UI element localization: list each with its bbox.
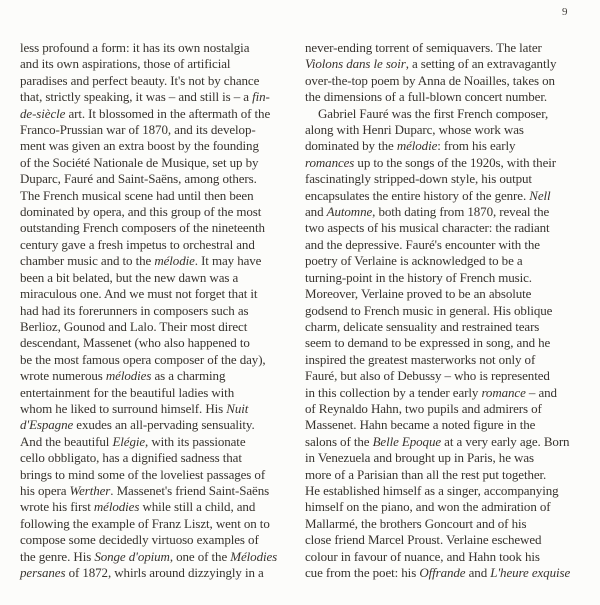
text-line: of the Société Nationale de Musique, set up by — [20, 154, 259, 170]
text-line: and Automne, both dating from 1870, reveal the — [305, 204, 550, 220]
text-line: Fauré, but also of Debussy – who is represented — [305, 368, 550, 384]
text-line: Franco-Prussian war of 1870, and its develop- — [20, 122, 256, 138]
text-line: descendant, Massenet (who also happened to — [20, 335, 250, 351]
text-line: miraculous one. And we must not forget that it — [20, 286, 258, 302]
text-line: Gabriel Fauré was the first French composer, — [318, 105, 549, 121]
text-line: following the example of Franz Liszt, went on to — [20, 515, 270, 531]
text-line: entertainment for the beautiful ladies with — [20, 384, 235, 400]
text-line: of Reynaldo Hahn, two pupils and admirers of — [305, 400, 542, 416]
text-line: in Venezuela and brought up in Paris, he was — [305, 450, 534, 466]
text-line: and its own aspirations, those of artificial — [20, 56, 231, 72]
text-line: dominated by the mélodie: from his early — [305, 138, 516, 154]
text-line: dominated by opera, and this group of the most — [20, 204, 262, 220]
text-line: along with Henri Duparc, whose work was — [305, 122, 524, 138]
text-line: godsend to French music in general. His oblique — [305, 302, 553, 318]
text-line: Berlioz, Gounod and Lalo. Their most direct — [20, 318, 248, 334]
text-line: Moreover, Verlaine proved to be an absolute — [305, 286, 532, 302]
text-line: paradises and perfect beauty. It's not by chance — [20, 72, 260, 88]
text-line: be the most famous opera composer of the day), — [20, 351, 266, 367]
text-line: cue from the poet: his Offrande and L'heure exquise — [305, 565, 571, 580]
text-line: Mallarmé, the brothers Goncourt and of his — [305, 515, 527, 531]
text-line: encapsulates the entire history of the genre. Nell — [305, 187, 551, 203]
text-line: Duparc, Fauré and Saint-Saëns, among others. — [20, 171, 257, 187]
text-line: seem to demand to be expressed in song, and he — [305, 335, 551, 351]
text-line: chamber music and to the mélodie. It may have — [20, 253, 262, 269]
text-line: salons of the Belle Epoque at a very early age. Born — [305, 433, 570, 449]
text-line: persanes of 1872, whirls around dizzyingly in a — [20, 565, 264, 580]
text-line: his opera Werther. Massenet's friend Saint-Saëns — [20, 482, 270, 498]
text-line: himself on the piano, and won the admiration of — [305, 499, 551, 515]
text-line: two aspects of his musical character: the radiant — [305, 220, 550, 236]
text-line: close friend Marcel Proust. Verlaine eschewed — [305, 532, 542, 548]
right-column-text — [305, 40, 577, 581]
text-line: The French musical scene had until then been — [20, 187, 254, 203]
text-line: He established himself as a singer, accompanying — [305, 482, 559, 498]
text-line: had had its forerunners in composers such as — [20, 302, 249, 318]
text-line: that, strictly speaking, it was – and still is – a fin- — [20, 89, 270, 105]
text-line: in this collection by a tender early romance – and — [305, 384, 557, 400]
text-line: century gave a fresh impetus to orchestral and — [20, 236, 255, 252]
text-line: whom he liked to surround himself. His Nuit — [20, 400, 249, 416]
text-line: colour in favour of nuance, and Hahn took his — [305, 548, 540, 564]
text-line: wrote his first mélodies while still a child, and — [20, 499, 256, 515]
text-line: more of a Parisian than all the rest put together. — [305, 466, 547, 482]
text-line: been a bit belated, but the new dawn was a — [20, 269, 239, 285]
text-line: and the depressive. Fauré's encounter with the — [305, 236, 540, 252]
text-line: never-ending torrent of semiquavers. The later — [305, 40, 542, 55]
text-line: d'Espagne exudes an all-pervading sensuality. — [20, 417, 255, 433]
left-column-text — [20, 40, 292, 581]
text-line: poetry of Verlaine is acknowledged to be a — [305, 253, 523, 269]
text-line: romances up to the songs of the 1920s, with their — [305, 154, 556, 170]
text-line: wrote numerous mélodies as a charming — [20, 368, 226, 384]
text-line: de-siècle art. It blossomed in the aftermath of the — [20, 105, 271, 121]
page-number: 9 — [562, 6, 568, 18]
text-line: over-the-top poem by Anna de Noailles, takes on — [305, 72, 555, 88]
text-line: ment was given an extra boost by the founding — [20, 138, 259, 154]
text-line: outstanding French composers of the nineteenth — [20, 220, 265, 236]
text-columns — [20, 40, 582, 581]
text-line: fascinatingly stripped-down style, his output — [305, 171, 532, 187]
text-line: the dimensions of a full-blown concert number. — [305, 89, 547, 105]
text-line: cello obbligato, has a dignified sadness that — [20, 450, 242, 466]
text-line: Violons dans le soir, a setting of an extravagantly — [305, 56, 557, 72]
text-line: less profound a form: it has its own nostalgia — [20, 40, 250, 55]
text-line: Massenet. Hahn became a noted figure in the — [305, 417, 536, 433]
text-line: And the beautiful Elégie, with its passionate — [20, 433, 246, 449]
text-line: brings to mind some of the loveliest passages of — [20, 466, 266, 482]
text-line: inspired the greatest masterworks not only of — [305, 351, 536, 367]
text-line: the genre. His Songe d'opium, one of the Mélodies — [20, 548, 278, 564]
text-line: compose some decidedly virtuoso examples of — [20, 532, 259, 548]
text-line: charm, delicate sensuality and restrained tears — [305, 318, 540, 334]
text-line: turning-point in the history of French music. — [305, 269, 532, 285]
